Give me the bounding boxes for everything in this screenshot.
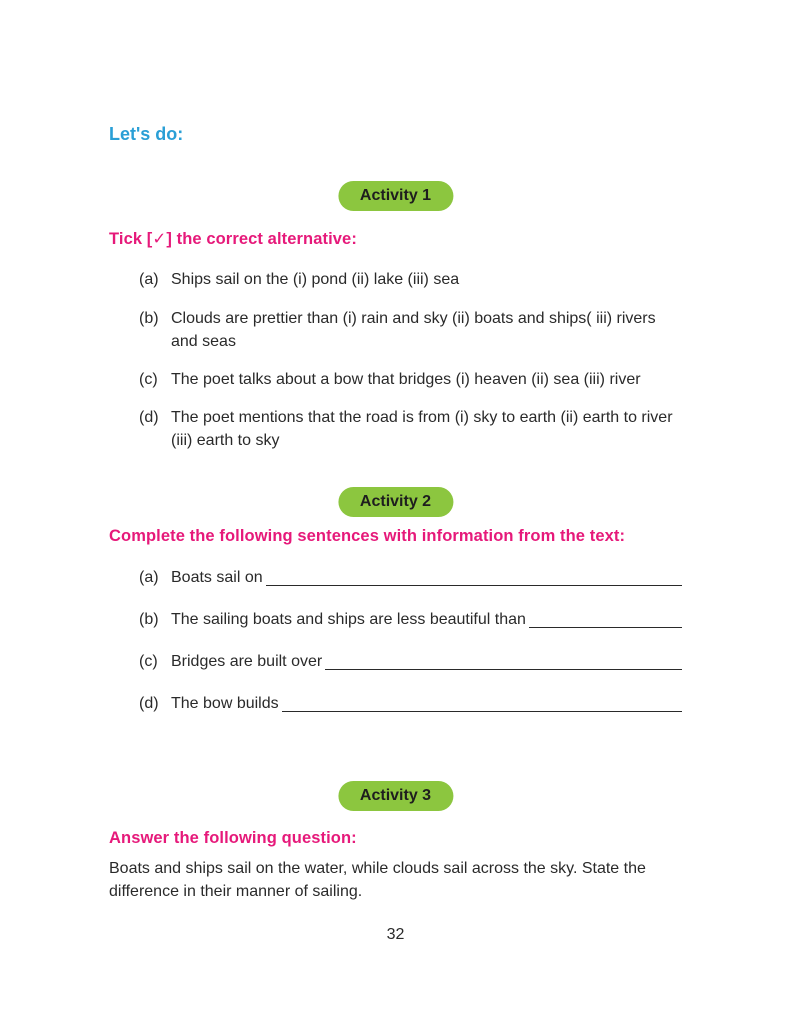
activity-2-instruction: Complete the following sentences with information from the text:: [109, 527, 626, 545]
answer-blank[interactable]: [529, 626, 682, 628]
fill-blank-item: [139, 651, 682, 673]
item-text: The poet mentions that the road is from (i) sky to earth (ii) earth to river (iii) earth to sky: [171, 409, 673, 449]
question-text: Boats and ships sail on the water, while clouds sail across the sky. State the difference in their manner of sailing.: [109, 860, 646, 900]
item-text: The poet talks about a bow that bridges (i) heaven (ii) sea (iii) river: [171, 371, 641, 388]
question-item: [139, 307, 684, 353]
item-text: Bridges are built over: [171, 653, 323, 670]
activity-1-instruction: [109, 229, 357, 249]
fill-blank-item: [139, 693, 682, 715]
item-marker: (d): [139, 695, 159, 712]
fill-blank-item: [139, 609, 682, 631]
section-heading: Let's do:: [109, 124, 184, 144]
item-text: The bow builds: [171, 695, 279, 712]
item-marker: (d): [139, 409, 159, 426]
instruction-prefix: Tick [: [109, 230, 153, 248]
answer-blank[interactable]: [266, 584, 682, 586]
instruction-suffix: ] the correct alternative:: [166, 230, 357, 248]
item-text: Clouds are prettier than (i) rain and sky (ii) boats and ships( iii) rivers and seas: [171, 310, 656, 350]
item-marker: (a): [139, 271, 159, 288]
question-item: [139, 406, 684, 452]
item-marker: (b): [139, 611, 159, 628]
item-text: Boats sail on: [171, 569, 263, 586]
item-text: Ships sail on the (i) pond (ii) lake (iii) sea: [171, 271, 460, 288]
item-text: The sailing boats and ships are less beautiful than: [171, 611, 526, 628]
item-marker: (a): [139, 569, 159, 586]
item-marker: (c): [139, 653, 158, 670]
item-marker: (b): [139, 310, 159, 327]
fill-blank-item: [139, 567, 682, 589]
question-item: [139, 268, 684, 291]
activity-2-badge: Activity 2: [338, 487, 453, 517]
activity-1-badge: Activity 1: [338, 181, 453, 211]
answer-blank[interactable]: [325, 668, 682, 670]
question-item: [139, 368, 684, 391]
tick-icon: ✓: [152, 230, 167, 248]
answer-blank[interactable]: [282, 710, 682, 712]
page-number: 32: [386, 926, 405, 943]
activity-3-instruction: Answer the following question:: [109, 829, 357, 847]
activity-3-badge: Activity 3: [338, 781, 453, 811]
item-marker: (c): [139, 371, 158, 388]
